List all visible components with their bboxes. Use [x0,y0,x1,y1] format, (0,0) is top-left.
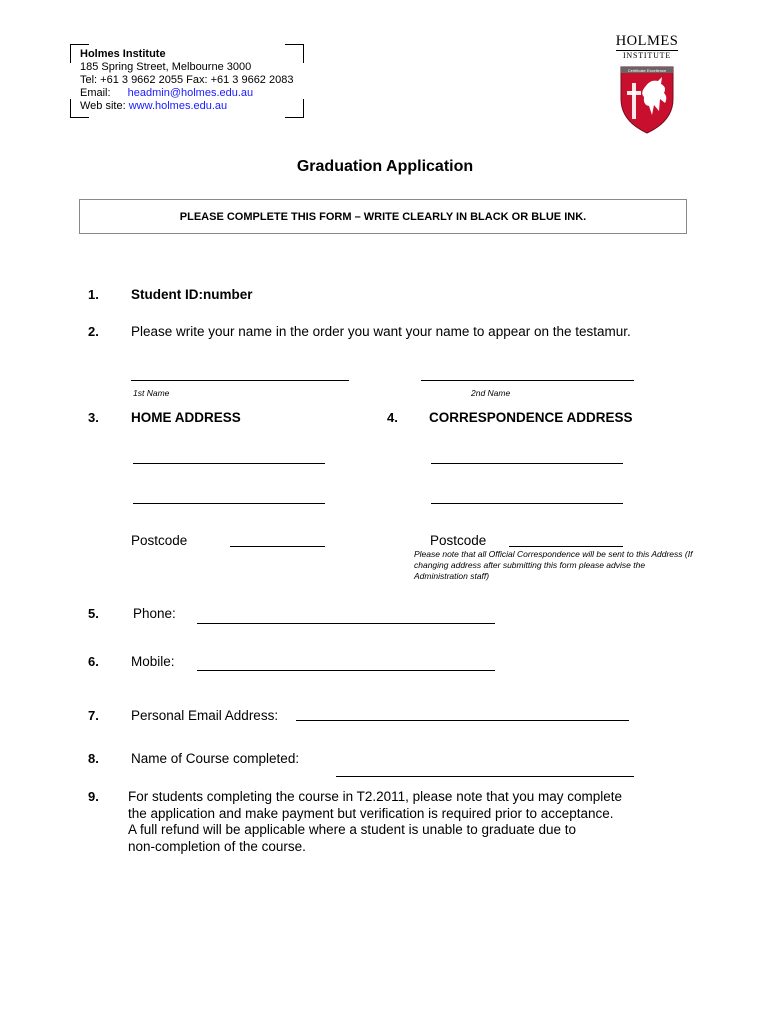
holmes-logo [612,34,682,138]
refund-notice-line: non-completion of the course. [128,838,306,854]
correspondence-address-line-2[interactable] [431,503,623,504]
item-number: 5. [88,606,99,621]
name-instruction: Please write your name in the order you want your name to appear on the testamur. [131,324,631,339]
correspondence-address-label: CORRESPONDENCE ADDRESS [429,410,633,425]
item-number: 4. [387,410,398,425]
item-number: 7. [88,708,99,723]
corner-mark [285,99,304,118]
home-address-line-1[interactable] [133,463,325,464]
griffin-shield-icon [612,61,682,135]
first-name-field[interactable] [131,380,349,381]
logo-subtitle: INSTITUTE [622,51,672,60]
email-label: Email: [80,87,111,99]
correspondence-postcode-label: Postcode [430,533,487,548]
second-name-caption: 2nd Name [471,388,511,398]
logo-name: HOLMES [615,33,679,49]
email-address-field[interactable] [296,720,629,721]
refund-notice-line: For students completing the course in T2.2011, please note that you may complete [128,789,623,804]
website-line [80,100,227,113]
student-id-label: Student ID:number [131,287,253,302]
second-name-field[interactable] [421,380,634,381]
website-link[interactable]: www.holmes.edu.au [128,100,228,112]
refund-notice-line: A full refund will be applicable where a student is unable to graduate due to [128,822,577,837]
correspondence-note: Please note that all Official Correspondence will be sent to this Address (If changing address after submitting this form please advise the Administration staff) [414,549,693,581]
home-address-label: HOME ADDRESS [131,410,241,425]
course-label: Name of Course completed: [131,751,300,766]
email-line [80,87,253,100]
street-address: 185 Spring Street, Melbourne 3000 [80,61,252,73]
item-number: 6. [88,654,99,669]
home-postcode-label: Postcode [131,533,188,548]
item-number: 3. [88,410,99,425]
correspondence-postcode-field[interactable] [509,546,623,547]
home-address-line-2[interactable] [133,503,325,504]
refund-notice-line: the application and make payment but verification is required prior to acceptance. [128,805,614,821]
logo-banner-text: Certificate Excellence [627,68,667,73]
website-label: Web site: [80,100,126,112]
item-number: 2. [88,324,99,339]
instruction-notice: PLEASE COMPLETE THIS FORM – WRITE CLEARLY IN BLACK OR BLUE INK. [79,199,687,234]
page-title: Graduation Application [296,158,474,175]
refund-notice [128,789,668,855]
mobile-field[interactable] [197,670,495,671]
item-number: 9. [88,789,99,804]
phone-label: Phone: [133,606,176,621]
institute-name: Holmes Institute [80,48,166,60]
institute-address-block [70,44,304,118]
phone-fax: Tel: +61 3 9662 2055 Fax: +61 3 9662 2083 [80,74,294,86]
email-link[interactable]: headmin@holmes.edu.au [127,87,254,99]
mobile-label: Mobile: [131,654,175,669]
corner-mark [285,44,304,63]
home-postcode-field[interactable] [230,546,325,547]
email-address-label: Personal Email Address: [131,708,279,723]
course-field[interactable] [336,776,634,777]
correspondence-address-line-1[interactable] [431,463,623,464]
item-number: 1. [88,287,99,302]
item-number: 8. [88,751,99,766]
first-name-caption: 1st Name [133,388,170,398]
phone-field[interactable] [197,623,495,624]
